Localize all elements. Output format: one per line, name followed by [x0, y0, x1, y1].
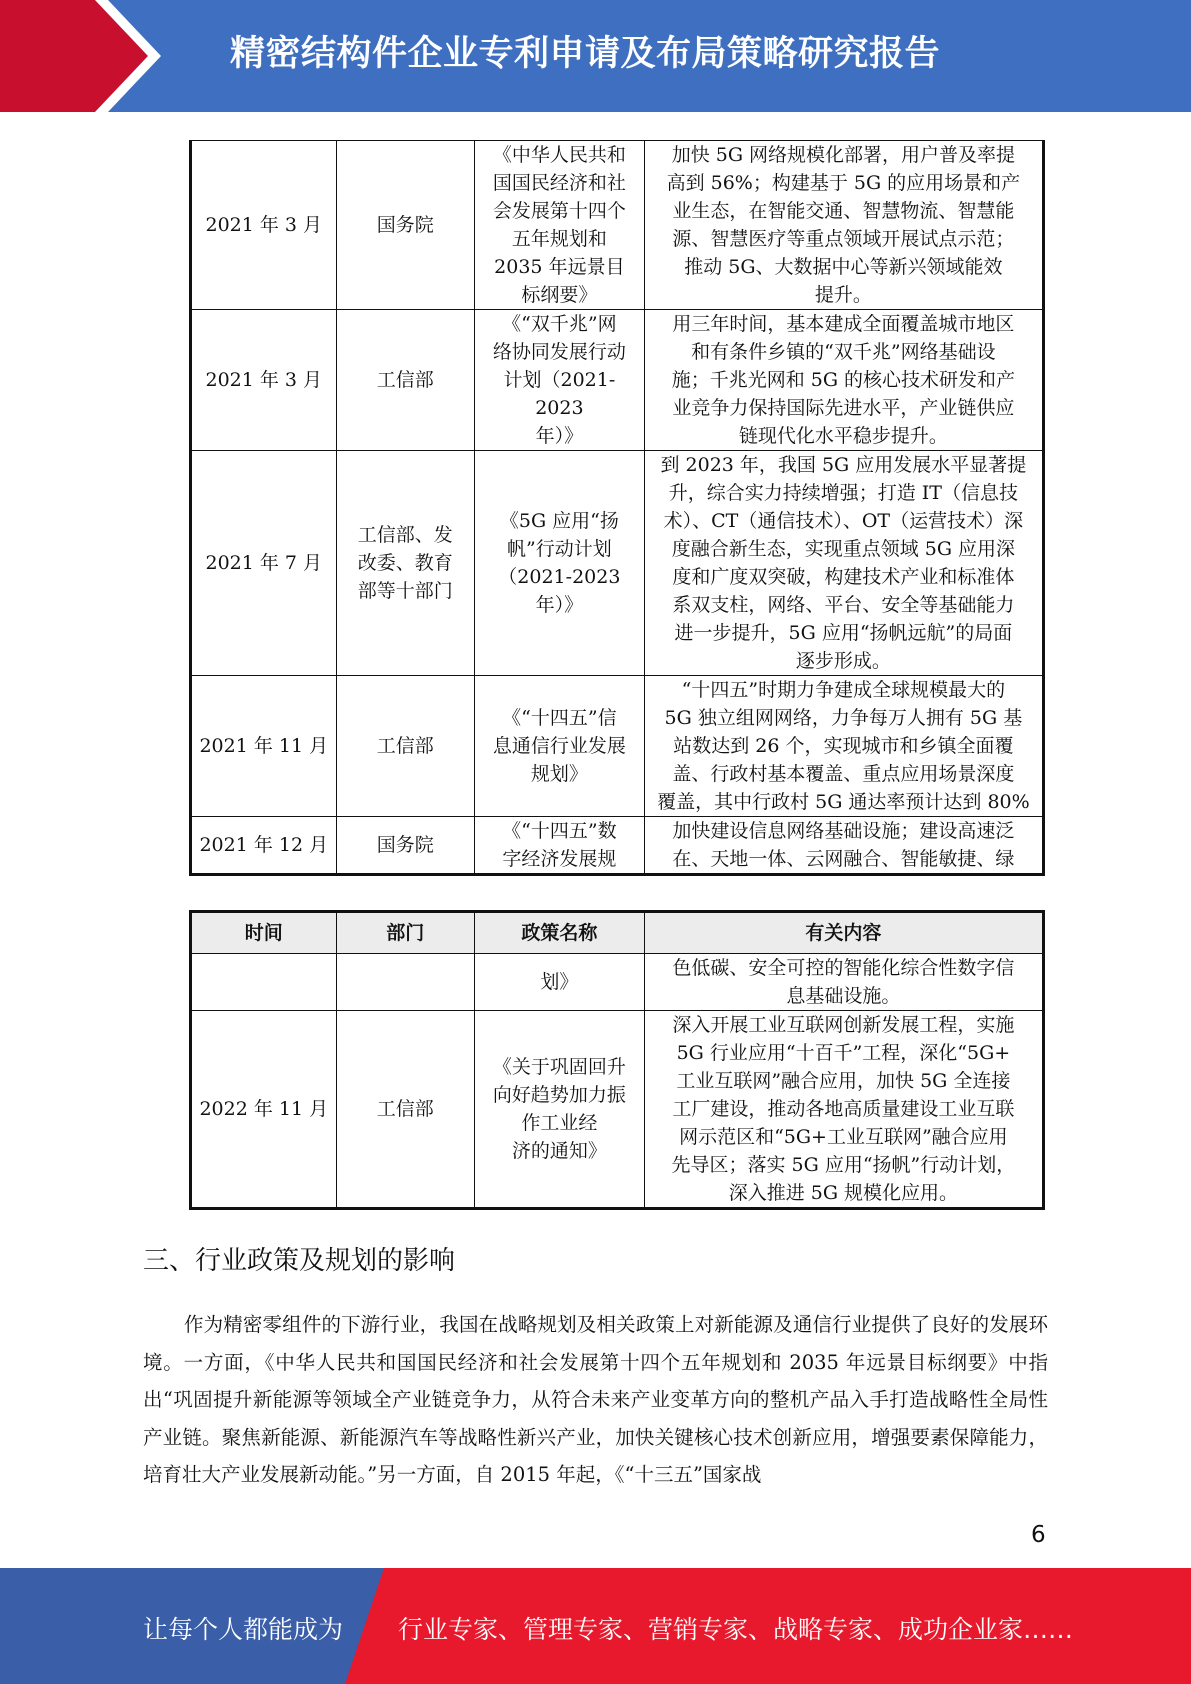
cell-time-line: 2022 年 11 月 [199, 1098, 329, 1120]
table-row [191, 954, 1044, 1011]
cell-policy-name-line: 计划（2021-2023 [503, 369, 616, 419]
cell-department [336, 817, 474, 875]
header-time: 时间 [191, 912, 337, 954]
cell-policy-name-line: （2021-2023 [498, 566, 621, 588]
cell-policy-name-line: 济的通知》 [511, 1140, 607, 1162]
cell-department-line: 部等十部门 [357, 580, 453, 602]
header-department: 部门 [336, 912, 474, 954]
cell-content-line: 源、智慧医疗等重点领域开展试点示范； [672, 228, 1015, 250]
report-title: 精密结构件企业专利申请及布局策略研究报告 [230, 34, 941, 74]
cell-content-line: 色低碳、安全可控的智能化综合性数字信 [672, 957, 1015, 979]
cell-department [336, 676, 474, 817]
cell-content-line: 术）、CT（通信技术）、OT（运营技术）深 [663, 510, 1024, 532]
table-row [191, 451, 1044, 676]
cell-time [191, 451, 337, 676]
cell-department-line: 国务院 [376, 834, 434, 856]
cell-content-line: 推动 5G、大数据中心等新兴领域能效 [684, 256, 1003, 278]
cell-content-line: 施；千兆光网和 5G 的核心技术研发和产 [671, 369, 1016, 391]
cell-content-line: 到 2023 年，我国 5G 应用发展水平显著提 [660, 454, 1027, 476]
cell-policy-name [474, 954, 644, 1011]
cell-department-line: 工信部 [376, 369, 434, 391]
cell-content-line: 5G 行业应用“十百千”工程，深化“5G+ [676, 1042, 1011, 1064]
cell-time [191, 954, 337, 1011]
cell-content-line: 和有条件乡镇的“双千兆”网络基础设 [691, 341, 996, 363]
cell-time [191, 676, 337, 817]
cell-department-line: 工信部 [376, 735, 434, 757]
cell-policy-name-line: 划》 [540, 971, 579, 993]
cell-content-line: 加快 5G 网络规模化部署，用户普及率提 [671, 144, 1016, 166]
policy-table-continued [189, 140, 1045, 876]
table-row [191, 1011, 1044, 1209]
cell-policy-name-line: 络协同发展行动 [492, 341, 626, 363]
header-policy-name: 政策名称 [474, 912, 644, 954]
footer-slogan-left: 让每个人都能成为 [143, 1615, 344, 1644]
cell-content [644, 954, 1043, 1011]
cell-content-line: 覆盖，其中行政村 5G 通达率预计达到 80% [657, 791, 1030, 813]
cell-content-line: 在、天地一体、云网融合、智能敏捷、绿 [672, 848, 1015, 870]
cell-department [336, 310, 474, 451]
cell-content-line: 工厂建设，推动各地高质量建设工业互联 [672, 1098, 1015, 1120]
cell-content-line: 深入推进 5G 规模化应用。 [728, 1182, 959, 1204]
cell-policy-name-line: 字经济发展规 [502, 848, 617, 870]
cell-policy-name [474, 310, 644, 451]
cell-content [644, 676, 1043, 817]
cell-policy-name-line: 规划》 [530, 763, 588, 785]
cell-department-line: 工信部 [376, 1098, 434, 1120]
cell-time-line: 2021 年 3 月 [205, 369, 323, 391]
policy-table [189, 910, 1045, 1210]
cell-policy-name [474, 141, 644, 310]
cell-department [336, 141, 474, 310]
cell-content-line: 逐步形成。 [795, 650, 891, 672]
table-row [191, 310, 1044, 451]
cell-policy-name-line: 标纲要》 [521, 284, 598, 306]
cell-content-line: 进一步提升，5G 应用“扬帆远航”的局面 [674, 622, 1013, 644]
cell-time-line: 2021 年 7 月 [205, 552, 323, 574]
cell-content-line: 业竞争力保持国际先进水平，产业链供应 [672, 397, 1015, 419]
cell-content-line: 5G 独立组网网络，力争每万人拥有 5G 基 [664, 707, 1023, 729]
cell-content [644, 817, 1043, 875]
header-red-arrow [0, 0, 148, 112]
cell-content-line: 站数达到 26 个，实现城市和乡镇全面覆 [673, 735, 1014, 757]
table-row [191, 817, 1044, 875]
cell-content-line: 用三年时间，基本建成全面覆盖城市地区 [672, 313, 1015, 335]
cell-content-line: 度融合新生态，实现重点领域 5G 应用深 [671, 538, 1016, 560]
page-number: 6 [1031, 1522, 1046, 1548]
cell-content-line: 业生态，在智能交通、智慧物流、智慧能 [672, 200, 1015, 222]
cell-time [191, 141, 337, 310]
cell-policy-name-line: 《“十四五”数 [502, 820, 617, 842]
cell-content-line: 升，综合实力持续增强；打造 IT（信息技 [668, 482, 1018, 504]
cell-policy-name-line: 《5G 应用“扬 [499, 510, 619, 532]
cell-content [644, 451, 1043, 676]
page-header [0, 0, 1191, 112]
cell-policy-name-line: 国国民经济和社 [492, 172, 626, 194]
cell-content-line: 深入开展工业互联网创新发展工程，实施 [672, 1014, 1015, 1036]
table-header-row [191, 912, 1044, 954]
cell-content-line: 息基础设施。 [786, 985, 901, 1007]
cell-content-line: 系双支柱，网络、平台、安全等基础能力 [672, 594, 1015, 616]
cell-policy-name-line: 《关于巩固回升 [492, 1056, 626, 1078]
cell-policy-name-line: 《中华人民共和 [492, 144, 626, 166]
cell-content-line: 提升。 [814, 284, 872, 306]
cell-department [336, 954, 474, 1011]
header-content: 有关内容 [644, 912, 1043, 954]
cell-policy-name-line: 作工业经 [521, 1112, 598, 1134]
cell-content-line: 度和广度双突破，构建技术产业和标准体 [672, 566, 1015, 588]
cell-content [644, 310, 1043, 451]
body-paragraph: 作为精密零组件的下游行业，我国在战略规划及相关政策上对新能源及通信行业提供了良好的发展环境。一方面，《中华人民共和国国民经济和社会发展第十四个五年规划和 2035 年远景目标纲要》中指出“巩固提升新能源等领域全产业链竞争力，从符合未来产业变革方向的整机产品入手打造战略性全局性产业链。聚焦新能源、新能源汽车等战略性新兴产业，加快关键核心技术创新应用，增强要素保障能力，培育壮大产业发展新动能。”另一方面，自 2015 年起，《“十三五”国家战 [143, 1313, 1048, 1486]
table-row [191, 141, 1044, 310]
cell-policy-name [474, 451, 644, 676]
cell-content-line: 链现代化水平稳步提升。 [738, 425, 948, 447]
cell-content [644, 1011, 1043, 1209]
cell-content [644, 141, 1043, 310]
cell-content-line: 高到 56%；构建基于 5G 的应用场景和产 [666, 172, 1021, 194]
cell-content-line: 加快建设信息网络基础设施；建设高速泛 [672, 820, 1015, 842]
page-footer [0, 1568, 1191, 1684]
cell-policy-name [474, 817, 644, 875]
cell-department-line: 改委、教育 [357, 552, 453, 574]
section-heading: 三、行业政策及规划的影响 [143, 1246, 456, 1276]
cell-policy-name-line: 息通信行业发展 [492, 735, 626, 757]
cell-time-line: 2021 年 11 月 [199, 735, 329, 757]
cell-policy-name-line: 帆”行动计划 [507, 538, 612, 560]
cell-department [336, 1011, 474, 1209]
cell-policy-name [474, 676, 644, 817]
cell-time [191, 817, 337, 875]
cell-policy-name-line: 2035 年远景目 [494, 256, 625, 278]
cell-content-line: 盖、行政村基本覆盖、重点应用场景深度 [672, 763, 1015, 785]
cell-policy-name-line: 《“十四五”信 [502, 707, 617, 729]
cell-policy-name-line: 五年规划和 [511, 228, 607, 250]
cell-content-line: 先导区；落实 5G 应用“扬帆”行动计划， [671, 1154, 1016, 1176]
cell-department-line: 工信部、发 [357, 524, 453, 546]
footer-slogan-right: 行业专家、管理专家、营销专家、战略专家、成功企业家…… [398, 1615, 1074, 1644]
cell-policy-name-line: 年）》 [535, 425, 584, 447]
cell-policy-name-line: 年）》 [535, 594, 584, 616]
cell-department [336, 451, 474, 676]
cell-policy-name-line: 《“双千兆”网 [502, 313, 617, 335]
cell-time-line: 2021 年 12 月 [199, 834, 329, 856]
cell-time [191, 1011, 337, 1209]
cell-content-line: “十四五”时期力争建成全球规模最大的 [681, 679, 1006, 701]
cell-content-line: 网示范区和“5G+工业互联网”融合应用 [679, 1126, 1008, 1148]
cell-content-line: 工业互联网”融合应用，加快 5G 全连接 [676, 1070, 1011, 1092]
cell-policy-name-line: 向好趋势加力振 [492, 1084, 626, 1106]
cell-department-line: 国务院 [376, 214, 434, 236]
cell-time-line: 2021 年 3 月 [205, 214, 323, 236]
cell-policy-name-line: 会发展第十四个 [492, 200, 626, 222]
cell-time [191, 310, 337, 451]
cell-policy-name [474, 1011, 644, 1209]
table-row [191, 676, 1044, 817]
